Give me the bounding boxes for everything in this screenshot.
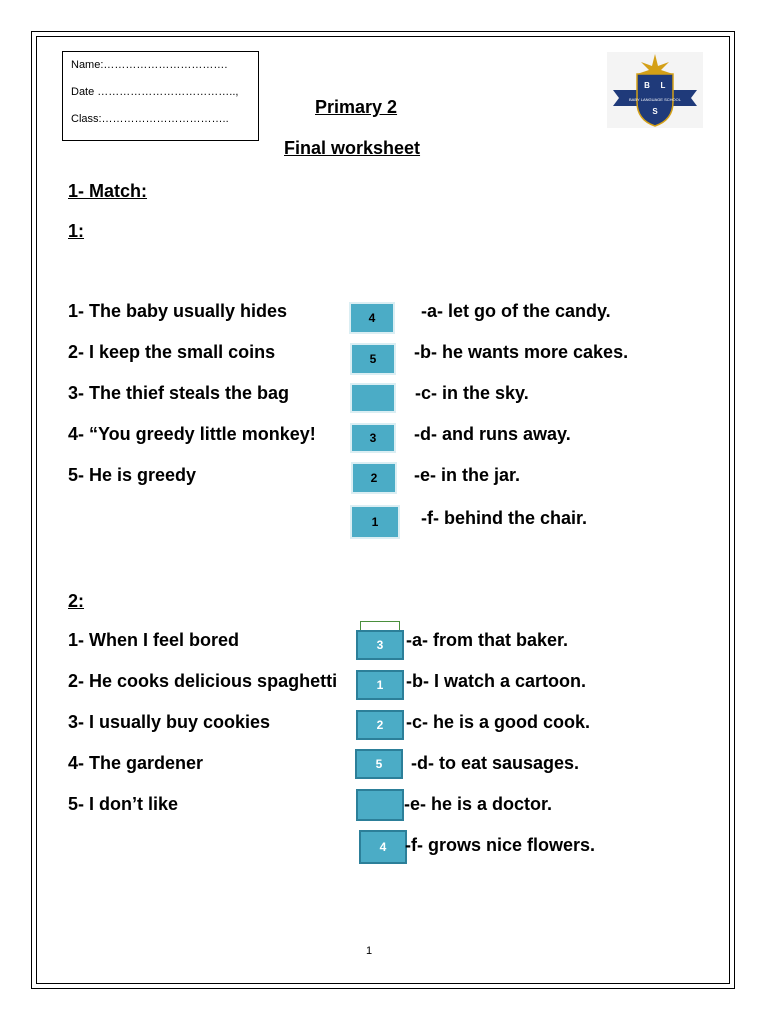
page-number: 1: [366, 945, 373, 957]
part2-answer-box-c[interactable]: 2: [356, 710, 404, 740]
part2-right-c: -c- he is a good cook.: [406, 712, 591, 732]
part2-right-f: -f- grows nice flowers.: [405, 835, 596, 855]
part1-answer-box-a[interactable]: 4: [349, 302, 395, 334]
part1-right-c: -c- in the sky.: [415, 383, 529, 403]
part2-left-5: 5- I don’t like: [68, 794, 179, 814]
logo-letter-l: L: [660, 81, 666, 90]
part1-left-4: 4- “You greedy little monkey!: [68, 424, 316, 444]
part2-answer-box-b[interactable]: 1: [356, 670, 404, 700]
part1-answer-box-b[interactable]: 5: [350, 343, 396, 375]
name-field[interactable]: Name:…………………………….: [71, 59, 228, 71]
part1-answer-box-f[interactable]: 1: [350, 505, 400, 539]
page-title: Primary 2: [315, 97, 398, 117]
part2-left-1: 1- When I feel bored: [68, 630, 240, 650]
part2-answer-box-a[interactable]: 3: [356, 630, 404, 660]
logo-letter-b: B: [644, 81, 650, 90]
part1-answer-box-e[interactable]: 2: [351, 462, 397, 494]
part2-answer-box-e[interactable]: [356, 789, 404, 821]
part2-right-e: -e- he is a doctor.: [404, 794, 553, 814]
logo-letter-s: S: [652, 107, 658, 116]
part2-right-a: -a- from that baker.: [406, 630, 569, 650]
school-logo: [607, 52, 703, 128]
class-field[interactable]: Class:……………………………..: [71, 113, 229, 125]
part1-right-d: -d- and runs away.: [414, 424, 571, 444]
part1-right-a: -a- let go of the candy.: [421, 301, 611, 321]
part1-left-5: 5- He is greedy: [68, 465, 197, 485]
section-title: 1- Match:: [68, 181, 148, 201]
part2-left-4: 4- The gardener: [68, 753, 204, 773]
part2-answer-box-f[interactable]: 4: [359, 830, 407, 864]
part1-right-f: -f- behind the chair.: [421, 508, 588, 528]
part2-left-2: 2- He cooks delicious spaghetti: [68, 671, 338, 691]
date-field[interactable]: Date ………………………………..,: [71, 86, 239, 98]
part1-left-1: 1- The baby usually hides: [68, 301, 288, 321]
page-subtitle: Final worksheet: [284, 138, 421, 158]
part2-label: 2:: [68, 591, 85, 611]
part1-left-3: 3- The thief steals the bag: [68, 383, 290, 403]
part2-left-3: 3- I usually buy cookies: [68, 712, 271, 732]
part2-answer-box-d[interactable]: 5: [355, 749, 403, 779]
part1-right-e: -e- in the jar.: [414, 465, 521, 485]
student-info-box: [62, 51, 259, 141]
part1-answer-box-c[interactable]: [350, 383, 396, 413]
part1-right-b: -b- he wants more cakes.: [414, 342, 629, 362]
part1-answer-box-d[interactable]: 3: [350, 423, 396, 453]
logo-school-name: BABY LANGUAGE SCHOOL: [629, 97, 681, 102]
part1-label: 1:: [68, 221, 85, 241]
part2-right-d: -d- to eat sausages.: [411, 753, 580, 773]
part2-right-b: -b- I watch a cartoon.: [406, 671, 587, 691]
part1-left-2: 2- I keep the small coins: [68, 342, 276, 362]
